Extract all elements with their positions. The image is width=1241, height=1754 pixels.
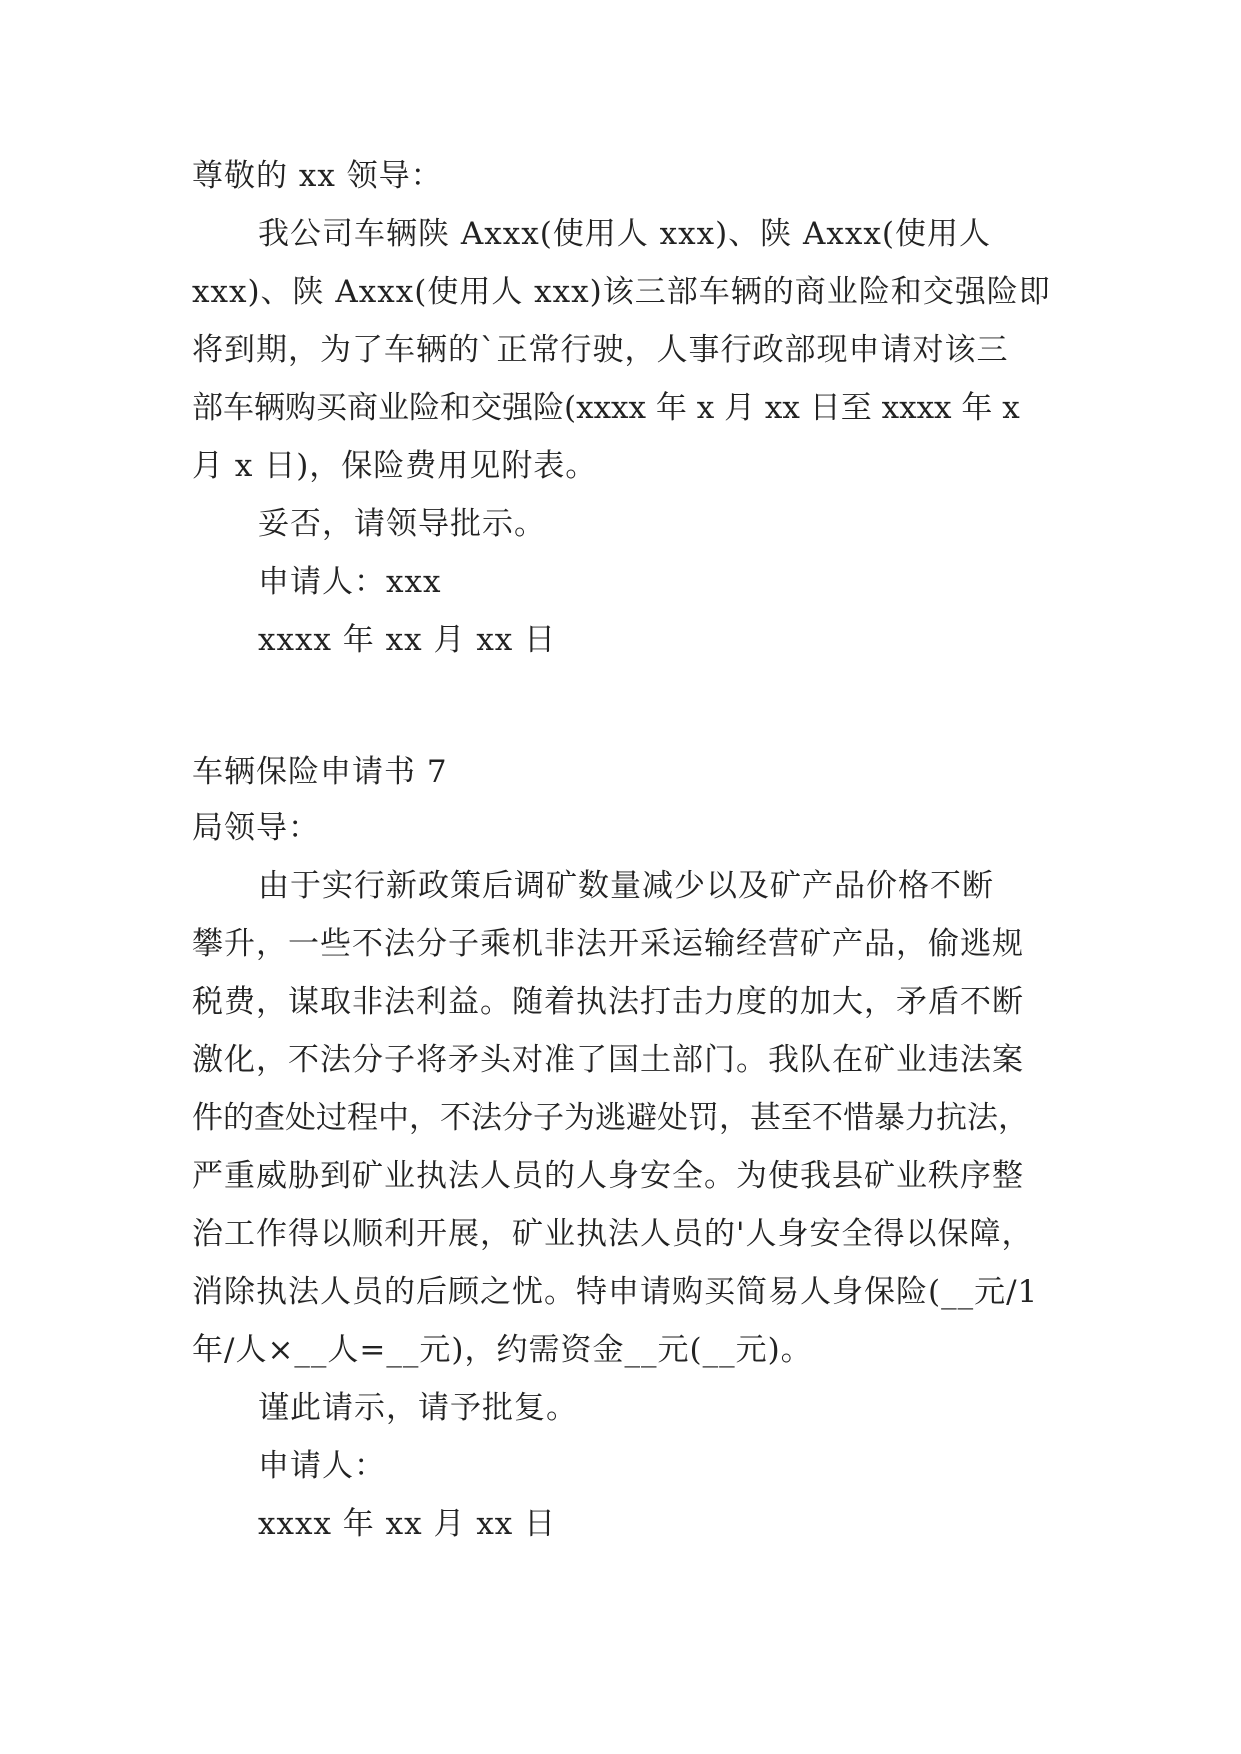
paragraph-line: 我公司车辆陕 Axxx(使用人 xxx)、陕 Axxx(使用人 — [258, 216, 991, 252]
paragraph-line: 消除执法人员的后顾之忧。特申请购买简易人身保险(__元/1 — [192, 1274, 1039, 1310]
salutation: 尊敬的 xx 领导： — [192, 158, 443, 194]
paragraph-line: 税费，谋取非法利益。随着执法打击力度的加大，矛盾不断 — [192, 984, 1024, 1020]
paragraph-line: xxx)、陕 Axxx(使用人 xxx)该三部车辆的商业险和交强险即 — [192, 274, 1051, 310]
paragraph-line: 攀升，一些不法分子乘机非法开采运输经营矿产品，偷逃规 — [192, 926, 1024, 962]
applicant-line: 申请人： — [258, 1448, 386, 1484]
closing-text: 谨此请示，请予批复。 — [258, 1390, 578, 1426]
paragraph-line: 年/人×__人=__元)，约需资金__元(__元)。 — [192, 1332, 813, 1368]
paragraph-line: 件的查处过程中，不法分子为逃避处罚，甚至不惜暴力抗法， — [192, 1100, 1029, 1136]
date-line: xxxx 年 xx 月 xx 日 — [258, 1506, 557, 1542]
salutation: 局领导： — [192, 810, 320, 846]
paragraph-line: 由于实行新政策后调矿数量减少以及矿产品价格不断 — [258, 868, 994, 904]
paragraph-line: 治工作得以顺利开展，矿业执法人员的'人身安全得以保障， — [192, 1216, 1034, 1252]
date-line: xxxx 年 xx 月 xx 日 — [258, 622, 557, 658]
applicant-line: 申请人：xxx — [258, 564, 442, 600]
paragraph-line: 激化，不法分子将矛头对准了国土部门。我队在矿业违法案 — [192, 1042, 1024, 1078]
paragraph-line: 将到期，为了车辆的`正常行驶，人事行政部现申请对该三 — [192, 332, 1009, 368]
paragraph-line: 月 x 日)，保险费用见附表。 — [192, 448, 598, 484]
section-title: 车辆保险申请书 7 — [192, 754, 448, 790]
paragraph-line: 严重威胁到矿业执法人员的人身安全。为使我县矿业秩序整 — [192, 1158, 1024, 1194]
closing-text: 妥否，请领导批示。 — [258, 506, 546, 542]
paragraph-line: 部车辆购买商业险和交强险(xxxx 年 x 月 xx 日至 xxxx 年 x — [192, 390, 1020, 426]
